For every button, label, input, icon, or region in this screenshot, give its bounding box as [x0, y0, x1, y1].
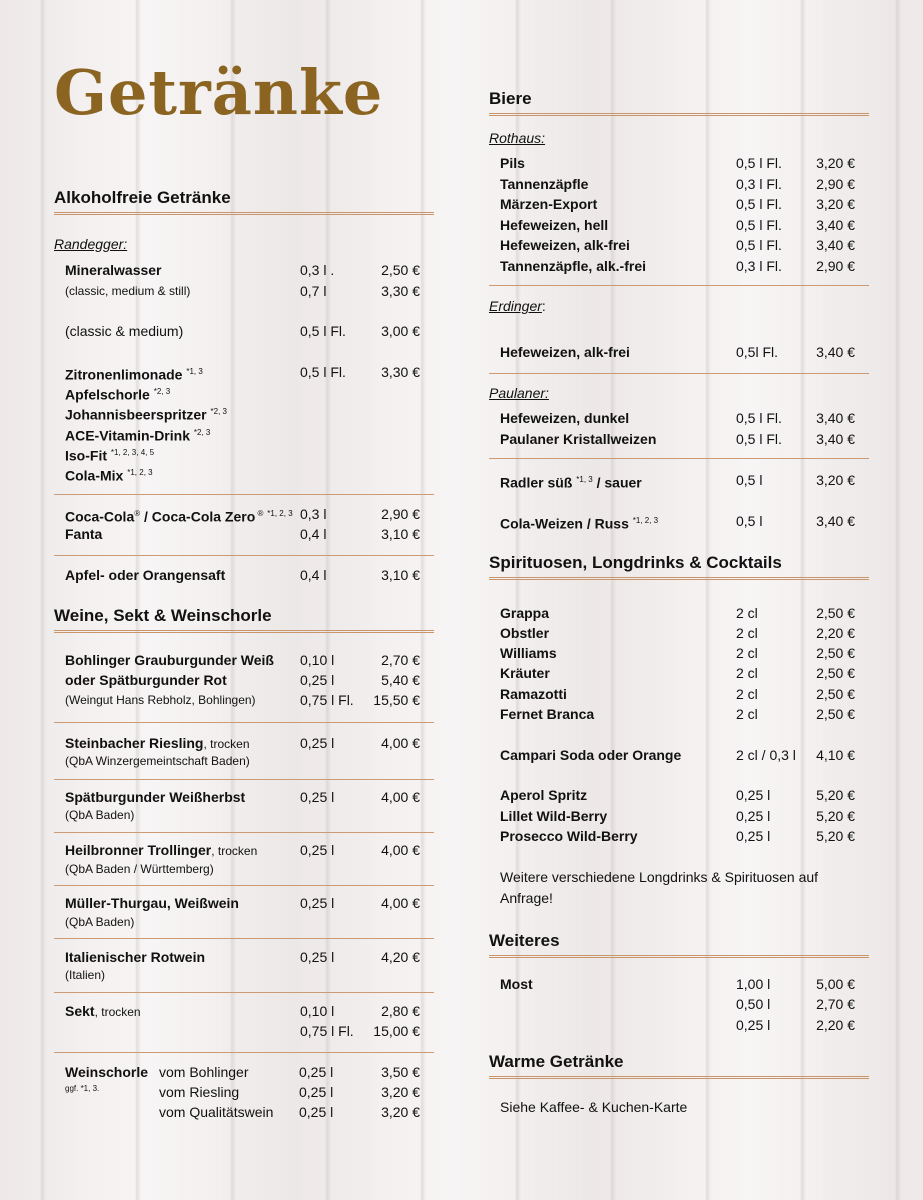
- item-volume: 0,5 l Fl.: [736, 217, 782, 233]
- item-price: 4,00 €: [381, 789, 420, 805]
- item-volume: 0,10 l: [300, 1003, 335, 1019]
- item-name: Apfelschorle $^{*2, 3}$: [65, 386, 171, 403]
- item-volume: 0,5 l: [736, 513, 763, 529]
- menu-item: [54, 321, 434, 341]
- menu-item: [54, 1021, 434, 1041]
- item-price: 3,20 €: [381, 1084, 420, 1100]
- section-heading-alkoholfrei: Alkoholfreie Getränke: [54, 188, 434, 215]
- item-note: (QbA Baden / Württemberg): [65, 862, 214, 876]
- item-volume: 2 cl / 0,3 l: [736, 747, 796, 763]
- item-volume: 2 cl: [736, 706, 758, 722]
- item-price: 3,20 €: [381, 1104, 420, 1120]
- subheading-rothaus: Rothaus:: [489, 130, 546, 146]
- item-note: ggf. *1, 3.: [65, 1084, 100, 1093]
- menu-item: [54, 565, 434, 585]
- item-variant: vom Bohlinger: [159, 1064, 249, 1080]
- menu-item: [489, 745, 869, 765]
- item-name: Pils: [500, 155, 525, 171]
- item-name: Weinschorle: [65, 1064, 148, 1080]
- item-volume: 0,25 l: [299, 1064, 334, 1080]
- item-volume: 2 cl: [736, 605, 758, 621]
- item-volume: 0,5l Fl.: [736, 344, 779, 360]
- item-name: Bohlinger Grauburgunder Weiß: [65, 652, 274, 668]
- item-price: 3,50 €: [381, 1064, 420, 1080]
- item-name: Märzen-Export: [500, 196, 598, 212]
- item-price: 2,20 €: [816, 625, 855, 641]
- menu-item: [489, 153, 869, 173]
- item-volume: 0,75 l Fl.: [300, 1023, 354, 1039]
- item-price: 4,00 €: [381, 895, 420, 911]
- divider: [54, 722, 434, 723]
- item-price: 3,30 €: [381, 283, 420, 299]
- menu-item: [54, 1001, 434, 1021]
- item-price: 15,00 €: [373, 1023, 420, 1039]
- menu-item: [489, 174, 869, 194]
- item-volume: 2 cl: [736, 665, 758, 681]
- menu-item: [489, 643, 869, 663]
- item-name: Spätburgunder Weißherbst: [65, 789, 246, 805]
- item-name: (classic & medium): [65, 323, 184, 339]
- item-name: Kräuter: [500, 665, 550, 681]
- item-price: 2,90 €: [381, 506, 420, 522]
- item-volume: 0,25 l: [736, 808, 771, 824]
- item-volume: 0,5 l: [736, 472, 763, 488]
- item-volume: 0,4 l: [300, 567, 327, 583]
- item-volume: 0,25 l: [299, 1084, 334, 1100]
- item-name: Apfel- oder Orangensaft: [65, 567, 226, 583]
- item-volume: 2 cl: [736, 686, 758, 702]
- menu-item: [54, 463, 434, 483]
- menu-item: [54, 382, 434, 402]
- item-volume: 0,4 l: [300, 526, 327, 542]
- item-price: 3,40 €: [816, 410, 855, 426]
- menu-item: [54, 1102, 434, 1122]
- item-name: Most: [500, 976, 533, 992]
- menu-item: [489, 974, 869, 994]
- divider: [54, 555, 434, 556]
- item-price: 5,20 €: [816, 828, 855, 844]
- item-price: 2,20 €: [816, 1017, 855, 1033]
- menu-item: [489, 408, 869, 428]
- divider: [54, 832, 434, 833]
- menu-item: [489, 826, 869, 846]
- item-name: ACE-Vitamin-Drink $^{*2, 3}$: [65, 427, 211, 444]
- item-price: 5,20 €: [816, 787, 855, 803]
- item-name: Ramazotti: [500, 686, 567, 702]
- item-name: Paulaner Kristallweizen: [500, 431, 657, 447]
- subheading-erdinger: Erdinger:: [489, 298, 546, 314]
- item-price: 3,40 €: [816, 513, 855, 529]
- menu-item: [489, 806, 869, 826]
- item-volume: 0,5 l Fl.: [736, 155, 782, 171]
- item-volume: 1,00 l: [736, 976, 771, 992]
- section-heading-weine: Weine, Sekt & Weinschorle: [54, 606, 434, 633]
- divider: [489, 285, 869, 286]
- divider: [54, 992, 434, 993]
- item-note: (QbA Winzergemeintschaft Baden): [65, 754, 250, 768]
- item-name: Coca-Cola® / Coca-Cola Zero ® $^{*1, 2, 3}$: [65, 508, 293, 525]
- item-name: Lillet Wild-Berry: [500, 808, 608, 824]
- item-price: 4,00 €: [381, 842, 420, 858]
- item-name: Johannisbeerspritzer $^{*2, 3}$: [65, 406, 227, 423]
- item-price: 2,50 €: [816, 605, 855, 621]
- item-name: Hefeweizen, alk-frei: [500, 344, 630, 360]
- item-note: (QbA Baden): [65, 808, 135, 822]
- menu-item-note: [54, 965, 434, 985]
- menu-item: [489, 235, 869, 255]
- additive-note: *1, 2, 3: [632, 516, 659, 525]
- menu-item: [489, 511, 869, 531]
- spirituosen-note: Weitere verschiedene Longdrinks & Spirituosen auf Anfrage!: [500, 869, 819, 906]
- item-price: 2,50 €: [816, 686, 855, 702]
- menu-item: [489, 342, 869, 362]
- item-price: 2,70 €: [381, 652, 420, 668]
- item-name: Williams: [500, 645, 557, 661]
- item-volume: 0,25 l: [736, 787, 771, 803]
- item-name: Prosecco Wild-Berry: [500, 828, 638, 844]
- menu-item: [54, 524, 434, 544]
- menu-item: [54, 690, 434, 710]
- menu-item: [489, 704, 869, 724]
- item-name: Hefeweizen, alk-frei: [500, 237, 630, 253]
- additive-note: *1, 2, 3: [127, 468, 153, 477]
- item-volume: 0,3 l Fl.: [736, 258, 782, 274]
- item-price: 3,40 €: [816, 344, 855, 360]
- item-volume: 0,25 l: [300, 949, 335, 965]
- menu-item-note: [54, 912, 434, 932]
- item-price: 3,40 €: [816, 237, 855, 253]
- item-volume: 0,3 l: [300, 506, 327, 522]
- item-price: 4,10 €: [816, 747, 855, 763]
- item-price: 2,50 €: [381, 262, 420, 278]
- item-volume: 2 cl: [736, 645, 758, 661]
- item-price: 3,40 €: [816, 431, 855, 447]
- item-volume: 0,3 l Fl.: [736, 176, 782, 192]
- additive-note: *2, 3: [153, 387, 171, 396]
- item-name: Hefeweizen, dunkel: [500, 410, 630, 426]
- item-name: Fernet Branca: [500, 706, 595, 722]
- item-name: Sekt, trocken: [65, 1003, 141, 1019]
- menu-item-note: [54, 751, 434, 771]
- item-price: 3,30 €: [381, 364, 420, 380]
- item-price: 3,20 €: [816, 196, 855, 212]
- divider: [54, 938, 434, 939]
- item-note: (QbA Baden): [65, 915, 135, 929]
- menu-item: [54, 423, 434, 443]
- item-volume: 2 cl: [736, 625, 758, 641]
- item-name: oder Spätburgunder Rot: [65, 672, 227, 688]
- menu-item: [489, 684, 869, 704]
- item-volume: 0,7 l: [300, 283, 327, 299]
- subheading-paulaner: Paulaner:: [489, 385, 549, 401]
- item-volume: 0,25 l: [300, 842, 335, 858]
- item-volume: 0,25 l: [300, 895, 335, 911]
- item-price: 4,00 €: [381, 735, 420, 751]
- item-variant: vom Riesling: [159, 1084, 240, 1100]
- subheading-randegger: Randegger:: [54, 236, 128, 252]
- menu-item: [489, 994, 869, 1014]
- menu-item: [489, 1015, 869, 1035]
- menu-item: [54, 504, 434, 524]
- additive-note: *1, 3: [576, 475, 593, 484]
- menu-item: [489, 470, 869, 490]
- item-price: 2,90 €: [816, 176, 855, 192]
- item-volume: 0,3 l .: [300, 262, 335, 278]
- item-price: 15,50 €: [373, 692, 420, 708]
- item-price: 2,50 €: [816, 645, 855, 661]
- menu-item: [54, 893, 434, 913]
- menu-item: [54, 670, 434, 690]
- item-name: Fanta: [65, 526, 103, 542]
- item-name: Italienischer Rotwein: [65, 949, 206, 965]
- menu-item-note: [54, 805, 434, 825]
- menu-item: [489, 429, 869, 449]
- item-price: 2,80 €: [381, 1003, 420, 1019]
- item-note: (Italien): [65, 968, 106, 982]
- menu-item: [54, 733, 434, 753]
- divider: [54, 494, 434, 495]
- item-name: Cola-Weizen / Russ $^{*1, 2, 3}$: [500, 515, 659, 532]
- menu-item: [489, 256, 869, 276]
- menu-item: [54, 787, 434, 807]
- menu-item: [54, 840, 434, 860]
- divider: [489, 373, 869, 374]
- item-price: 3,20 €: [816, 155, 855, 171]
- item-volume: 0,25 l: [300, 789, 335, 805]
- item-name: Cola-Mix $^{*1, 2, 3}$: [65, 467, 153, 484]
- item-name: Zitronenlimonade $^{*1, 3}$: [65, 366, 203, 383]
- menu-item: [489, 663, 869, 683]
- item-note: (classic, medium & still): [65, 284, 191, 298]
- menu-item: [489, 623, 869, 643]
- menu-item: [489, 603, 869, 623]
- item-volume: 0,5 l Fl.: [736, 410, 782, 426]
- additive-note: *2, 3: [210, 407, 227, 416]
- item-note: (Weingut Hans Rebholz, Bohlingen): [65, 693, 256, 707]
- divider: [54, 779, 434, 780]
- divider: [489, 458, 869, 459]
- item-volume: 0,25 l: [300, 735, 335, 751]
- item-volume: 0,5 l Fl.: [736, 431, 782, 447]
- item-price: 3,00 €: [381, 323, 420, 339]
- item-name: Tannenzäpfle: [500, 176, 589, 192]
- item-name: Tannenzäpfle, alk.-frei: [500, 258, 646, 274]
- warm-note: [489, 1097, 869, 1117]
- menu-item: [54, 650, 434, 670]
- item-price: 5,00 €: [816, 976, 855, 992]
- additive-note: *1, 2, 3, 4, 5: [110, 448, 155, 457]
- divider: [54, 1052, 434, 1053]
- item-price: 2,70 €: [816, 996, 855, 1012]
- item-volume: 0,25 l: [736, 1017, 771, 1033]
- item-price: 3,10 €: [381, 567, 420, 583]
- item-volume: 0,10 l: [300, 652, 335, 668]
- item-name: Mineralwasser: [65, 262, 162, 278]
- item-name: Hefeweizen, hell: [500, 217, 609, 233]
- item-variant: vom Qualitätswein: [159, 1104, 274, 1120]
- item-price: 3,20 €: [816, 472, 855, 488]
- item-price: 2,90 €: [816, 258, 855, 274]
- menu-item: [489, 785, 869, 805]
- item-price: 3,40 €: [816, 217, 855, 233]
- item-volume: 0,5 l Fl.: [300, 364, 346, 380]
- menu-item: [489, 215, 869, 235]
- item-volume: 0,5 l Fl.: [300, 323, 346, 339]
- menu-item: [54, 281, 434, 301]
- section-heading-spirituosen: Spirituosen, Longdrinks & Cocktails: [489, 553, 869, 580]
- menu-item: [54, 362, 434, 382]
- item-volume: 0,25 l: [299, 1104, 334, 1120]
- menu-item: [54, 260, 434, 280]
- item-volume: 0,75 l Fl.: [300, 692, 354, 708]
- item-volume: 0,25 l: [736, 828, 771, 844]
- item-name: Iso-Fit $^{*1, 2, 3, 4, 5}$: [65, 447, 155, 464]
- item-name: Radler süß $^{*1, 3}$ / sauer: [500, 474, 642, 491]
- menu-item: [489, 194, 869, 214]
- additive-note: *1, 2, 3: [267, 509, 293, 518]
- section-heading-warm: Warme Getränke: [489, 1052, 869, 1079]
- item-price: 2,50 €: [816, 665, 855, 681]
- item-name: Müller-Thurgau, Weißwein: [65, 895, 239, 911]
- page-title: Getränke: [54, 56, 384, 129]
- item-price: 2,50 €: [816, 706, 855, 722]
- item-volume: 0,5 l Fl.: [736, 196, 782, 212]
- divider: [54, 885, 434, 886]
- menu-item: [54, 947, 434, 967]
- additive-note: *2, 3: [193, 428, 211, 437]
- item-volume: 0,50 l: [736, 996, 771, 1012]
- item-volume: 0,5 l Fl.: [736, 237, 782, 253]
- item-name: Aperol Spritz: [500, 787, 588, 803]
- item-name: Obstler: [500, 625, 550, 641]
- item-volume: 0,25 l: [300, 672, 335, 688]
- item-price: 5,20 €: [816, 808, 855, 824]
- item-price: 3,10 €: [381, 526, 420, 542]
- item-name: Steinbacher Riesling, trocken: [65, 735, 250, 751]
- menu-item: [54, 1062, 434, 1082]
- section-heading-weiteres: Weiteres: [489, 931, 869, 958]
- menu-item: [54, 443, 434, 463]
- additive-note: *1, 3: [186, 367, 203, 376]
- item-price: 5,40 €: [381, 672, 420, 688]
- menu-item: [54, 402, 434, 422]
- item-name: Heilbronner Trollinger, trocken: [65, 842, 258, 858]
- menu-item: [54, 1082, 434, 1102]
- menu-item-note: [54, 859, 434, 879]
- item-price: 4,20 €: [381, 949, 420, 965]
- section-heading-biere: Biere: [489, 89, 869, 116]
- item-name: Campari Soda oder Orange: [500, 747, 682, 763]
- warm-text: Siehe Kaffee- & Kuchen-Karte: [500, 1099, 688, 1115]
- item-name: Grappa: [500, 605, 550, 621]
